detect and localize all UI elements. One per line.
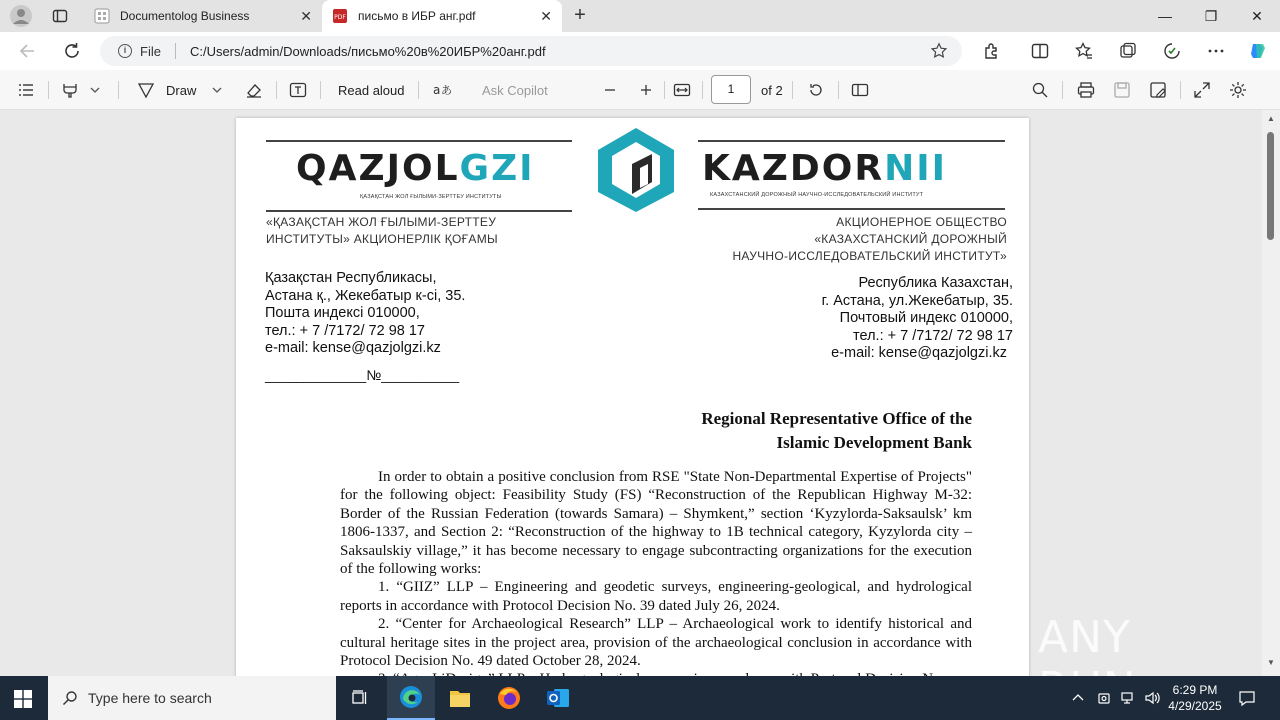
chevron-down-icon[interactable] xyxy=(88,80,102,100)
divider xyxy=(118,81,119,99)
clock-time: 6:29 PM xyxy=(1172,683,1218,697)
copilot-icon[interactable] xyxy=(1248,41,1268,61)
contents-list-icon[interactable] xyxy=(16,80,36,100)
save-icon[interactable] xyxy=(1112,80,1132,100)
work-item: 1. “GIIZ” LLP – Engineering and geodetic surveys, engineering-geological, and hydrological reports in accordance with Protocol Decision No. 39 dated July 26, 2024. xyxy=(340,579,972,614)
divider xyxy=(320,81,321,99)
add-text-icon[interactable] xyxy=(288,80,308,100)
vertical-scrollbar[interactable] xyxy=(1262,110,1280,676)
letter-body xyxy=(340,468,972,689)
divider xyxy=(276,81,277,99)
collections-icon[interactable] xyxy=(1118,41,1138,61)
security-icon[interactable] xyxy=(1096,690,1112,706)
page-favicon-icon xyxy=(94,8,110,24)
close-tab-icon[interactable]: ✕ xyxy=(540,8,552,24)
site-info-icon[interactable]: i xyxy=(118,44,132,58)
back-arrow-icon[interactable] xyxy=(16,39,40,63)
address-line: тел.: + 7 /7172/ 72 98 17 xyxy=(853,327,1013,344)
pdf-toolbar xyxy=(0,70,1280,110)
ask-copilot-button[interactable]: Ask Copilot xyxy=(482,82,548,98)
org-name-russian xyxy=(732,214,1007,265)
network-icon[interactable] xyxy=(1120,690,1136,706)
divider xyxy=(838,81,839,99)
system-tray xyxy=(1070,676,1162,720)
settings-gear-icon[interactable] xyxy=(1228,80,1248,100)
pdf-page xyxy=(236,118,1029,718)
restore-button[interactable]: ❐ xyxy=(1204,8,1218,24)
svg-text:a: a xyxy=(433,83,441,97)
url-text[interactable]: C:/Users/admin/Downloads/письмо%20в%20ИБР%20анг.pdf xyxy=(189,43,546,59)
eraser-icon[interactable] xyxy=(244,80,264,100)
search-placeholder: Type here to search xyxy=(88,690,212,706)
more-options-icon[interactable] xyxy=(1206,41,1226,61)
new-tab-button[interactable]: + xyxy=(574,4,586,26)
url-scheme-label: File xyxy=(140,43,161,59)
draw-label: Draw xyxy=(166,82,197,98)
divider xyxy=(702,81,703,99)
tab-documentolog[interactable] xyxy=(84,0,322,32)
pen-icon xyxy=(136,80,156,100)
address-kazakh xyxy=(265,270,465,358)
outlook-icon xyxy=(545,686,571,710)
rule-line xyxy=(266,210,572,212)
org-name-line: «ҚАЗАҚСТАН ЖОЛ ҒЫЛЫМИ-ЗЕРТТЕУ xyxy=(266,215,497,229)
task-view-icon xyxy=(350,688,370,708)
institute-emblem-icon xyxy=(594,126,678,214)
chevron-up-icon[interactable] xyxy=(1070,690,1086,706)
org-name-line: АКЦИОНЕРНОЕ ОБЩЕСТВО xyxy=(836,215,1007,229)
scroll-up-arrow-icon[interactable]: ▲ xyxy=(1267,114,1275,123)
outgoing-number-line: _____________№__________ xyxy=(265,367,460,383)
divider xyxy=(1062,81,1063,99)
rotate-icon[interactable] xyxy=(806,80,826,100)
divider xyxy=(48,81,49,99)
page-number-input[interactable]: 1 xyxy=(711,75,751,104)
rule-line xyxy=(698,140,1005,142)
highlight-icon[interactable] xyxy=(60,80,80,100)
logo-accent-text: GZI xyxy=(459,148,535,189)
windows-taskbar xyxy=(0,676,1280,720)
address-line: Астана қ., Жекебатыр к-сі, 35. xyxy=(265,287,466,304)
windows-start-icon[interactable] xyxy=(14,690,32,708)
logo-main-text: KAZDOR xyxy=(702,148,885,189)
addressee-line: Islamic Development Bank xyxy=(776,433,972,452)
tab-actions-icon[interactable] xyxy=(52,8,68,24)
taskbar-search-box[interactable] xyxy=(48,676,336,720)
address-line: Почтовый индекс 010000, xyxy=(839,310,1013,326)
taskbar-firefox[interactable] xyxy=(485,676,533,720)
org-name-line: НАУЧНО-ИССЛЕДОВАТЕЛЬСКИЙ ИНСТИТУТ» xyxy=(732,249,1007,263)
addressee-block xyxy=(701,407,972,455)
addressee-line: Regional Representative Office of the xyxy=(701,409,972,428)
tab-title: Documentolog Business xyxy=(120,9,250,23)
favorite-star-icon[interactable] xyxy=(930,42,948,60)
navigation-bar xyxy=(0,32,1280,70)
clock-date: 4/29/2025 xyxy=(1168,699,1222,713)
address-russian xyxy=(822,275,1013,363)
minimize-button[interactable]: — xyxy=(1158,8,1172,24)
pdf-viewer[interactable] xyxy=(0,110,1262,676)
draw-button[interactable] xyxy=(136,80,196,100)
org-name-kazakh xyxy=(266,214,498,248)
address-line: Республика Казахстан, xyxy=(858,275,1013,291)
letter-paragraph: In order to obtain a positive conclusion from RSE "State Non-Departmental Expertise of Projects" for the following object: Feasibility Study (FS) “Reconstruction of the Republican Highway M-32: Border of the Russian Federation (towards Samara) – Shymkent,” section ‘Kyzylorda-Saksaulsk’ km 1806-1337, and Section 2: “Reconstruction of the highway to 1B technical category, Kyzylorda city – Saksaulskiy village,” it has become necessary to engage subcontracting organizations for the execution of the following works: xyxy=(340,469,972,578)
address-line: e-mail: kense@qazjolgzi.kz xyxy=(831,345,1007,361)
taskbar-edge[interactable] xyxy=(387,676,435,720)
tab-pdf-letter[interactable] xyxy=(322,0,562,32)
address-line: Пошта индексі 010000, xyxy=(265,305,420,321)
notifications-icon[interactable] xyxy=(1238,689,1256,707)
firefox-icon xyxy=(496,685,522,711)
scroll-down-arrow-icon[interactable]: ▼ xyxy=(1267,658,1275,667)
divider xyxy=(664,81,665,99)
close-window-button[interactable]: ✕ xyxy=(1251,8,1263,24)
page-view-icon[interactable] xyxy=(850,80,870,100)
page-total-label: of 2 xyxy=(761,82,783,98)
org-name-line: «КАЗАХСТАНСКИЙ ДОРОЖНЫЙ xyxy=(814,232,1007,246)
zoom-in-icon[interactable] xyxy=(636,80,656,100)
address-line: г. Астана, ул.Жекебатыр, 35. xyxy=(821,292,1013,309)
search-icon xyxy=(62,690,78,706)
qazjolgzi-logo xyxy=(296,148,535,189)
divider xyxy=(418,81,419,99)
browser-tab-strip xyxy=(0,0,1280,32)
taskbar-file-explorer[interactable] xyxy=(436,676,484,720)
tab-title: письмо в ИБР анг.pdf xyxy=(358,9,476,23)
split-screen-icon[interactable] xyxy=(1030,41,1050,61)
extensions-icon[interactable] xyxy=(982,41,1002,61)
scrollbar-thumb[interactable] xyxy=(1267,132,1274,240)
work-item: 2. “Center for Archaeological Research” LLP – Archaeological work to identify historical and cultural heritage sites in the project area, provision of the archaeological conclusion in accordance with Protocol Decision No. 49 dated October 28, 2024. xyxy=(340,616,972,670)
rule-line xyxy=(698,208,1005,210)
svg-text:PDF: PDF xyxy=(334,14,346,21)
divider xyxy=(175,43,176,59)
fit-to-width-icon[interactable] xyxy=(672,80,692,100)
address-field[interactable] xyxy=(100,36,962,66)
refresh-icon[interactable] xyxy=(60,39,84,63)
pdf-file-icon xyxy=(332,8,348,24)
anyrun-watermark: ANY xyxy=(1038,612,1131,663)
divider xyxy=(1180,81,1181,99)
logo-subtitle: КАЗАХСТАНСКИЙ ДОРОЖНЫЙ НАУЧНО-ИССЛЕДОВАТЕЛЬСКИЙ ИНСТИТУТ xyxy=(710,192,924,198)
svg-text:あ: あ xyxy=(441,84,452,97)
address-line: Қазақстан Республикасы, xyxy=(265,270,437,286)
favorites-icon[interactable] xyxy=(1074,41,1094,61)
save-as-icon[interactable] xyxy=(1148,80,1168,100)
search-icon[interactable] xyxy=(1030,80,1050,100)
address-line: тел.: + 7 /7172/ 72 98 17 xyxy=(265,322,425,339)
translate-icon[interactable] xyxy=(432,80,454,100)
print-icon[interactable] xyxy=(1076,80,1096,100)
read-aloud-button[interactable]: Read aloud xyxy=(338,82,405,98)
task-view-button[interactable] xyxy=(336,676,384,720)
address-line: e-mail: kense@qazjolgzi.kz xyxy=(265,340,441,356)
folder-icon xyxy=(448,687,472,709)
browser-essentials-icon[interactable] xyxy=(1162,41,1182,61)
divider xyxy=(792,81,793,99)
rule-line xyxy=(266,140,572,142)
logo-accent-text: NII xyxy=(884,148,947,189)
logo-main-text: QAZJOL xyxy=(296,148,460,189)
org-name-line: ИНСТИТУТЫ» АКЦИОНЕРЛІК ҚОҒАМЫ xyxy=(266,232,498,246)
fullscreen-icon[interactable] xyxy=(1192,80,1212,100)
profile-avatar-icon[interactable] xyxy=(10,5,32,27)
taskbar-outlook[interactable] xyxy=(534,676,582,720)
kazdornii-logo xyxy=(702,148,947,189)
taskbar-clock[interactable] xyxy=(1160,682,1230,714)
chevron-down-icon[interactable] xyxy=(210,80,224,100)
logo-subtitle: ҚАЗАҚСТАН ЖОЛ ҒЫЛЫМИ-ЗЕРТТЕУ ИНСТИТУТЫ xyxy=(360,194,502,200)
edge-browser-icon xyxy=(398,684,424,710)
close-tab-icon[interactable]: ✕ xyxy=(300,8,312,24)
zoom-out-icon[interactable] xyxy=(600,80,620,100)
